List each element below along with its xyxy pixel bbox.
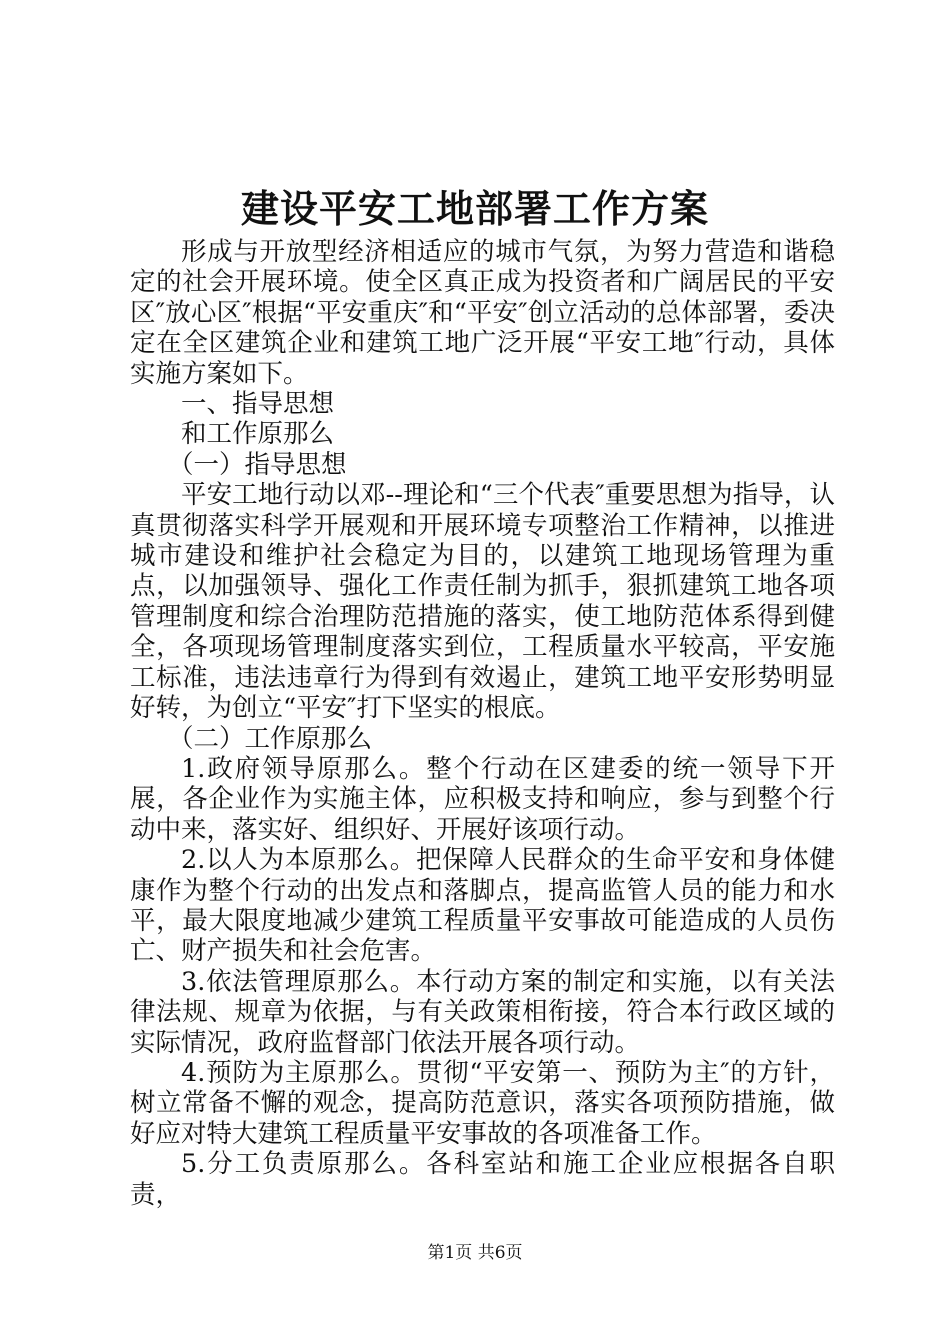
page-number-footer: 第1页 共6页 <box>427 1243 523 1263</box>
subsection-heading-guiding-thought: （一）指导思想 <box>168 449 347 480</box>
section-heading-guiding-thought: 一、指导思想 <box>181 389 335 420</box>
section-heading-continuation: 和工作原那么 <box>181 419 335 450</box>
guiding-thought-paragraph: 平安工地行动以邓--理论和“三个代表″重要思想为指导，认真贯彻落实科学开展观和开展环境专项整治工作精神，以推进城市建设和维护社会稳定为目的，以建筑工地现场管理为重点，以加强领导、强化工作责任制为抓手，狠抓建筑工地各项管理制度和综合治理防范措施的落实，使工地防范体系得到健全，各项现场管理制度落实到位，工程质量水平较高，平安施工标准，违法违章行为得到有效遏止，建筑工地平安形势明显好转，为创立“平安″打下坚实的根底。 <box>130 480 835 724</box>
principle-1-paragraph: 1.政府领导原那么。整个行动在区建委的统一领导下开展，各企业作为实施主体，应积极支持和响应，参与到整个行动中来，落实好、组织好、开展好该项行动。 <box>130 753 835 845</box>
document-body <box>130 237 835 1210</box>
principle-4-paragraph: 4.预防为主原那么。贯彻“平安第一、预防为主″的方针，树立常备不懈的观念，提高防范意识，落实各项预防措施，做好应对特大建筑工程质量平安事故的各项准备工作。 <box>130 1057 835 1149</box>
document-title: 建设平安工地部署工作方案 <box>240 187 709 231</box>
subsection-heading-work-principles: （二）工作原那么 <box>168 723 373 754</box>
principle-5-paragraph: 5.分工负责原那么。各科室站和施工企业应根据各自职责， <box>130 1149 835 1210</box>
intro-paragraph: 形成与开放型经济相适应的城市气氛，为努力营造和谐稳定的社会开展环境。使全区真正成为投资者和广阔居民的平安区″放心区″根据“平安重庆″和“平安″创立活动的总体部署，委决定在全区建筑企业和建筑工地广泛开展“平安工地″行动，具体实施方案如下。 <box>130 237 835 389</box>
principle-2-paragraph: 2.以人为本原那么。把保障人民群众的生命平安和身体健康作为整个行动的出发点和落脚点，提高监管人员的能力和水平，最大限度地减少建筑工程质量平安事故可能造成的人员伤亡、财产损失和社会危害。 <box>130 845 835 967</box>
principle-3-paragraph: 3.依法管理原那么。本行动方案的制定和实施，以有关法律法规、规章为依据，与有关政策相衔接，符合本行政区域的实际情况，政府监督部门依法开展各项行动。 <box>130 966 835 1058</box>
